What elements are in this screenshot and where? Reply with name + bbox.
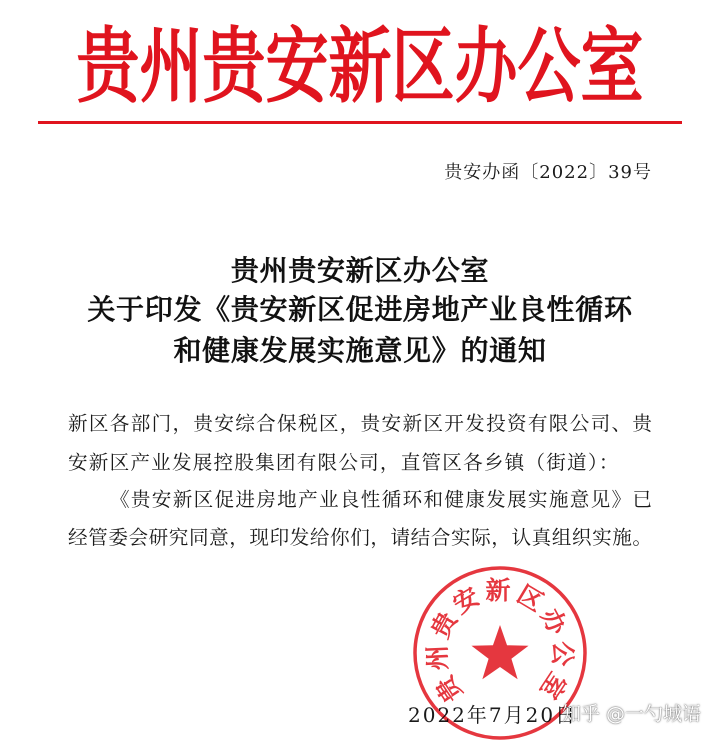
star-icon	[471, 625, 528, 679]
masthead-issuer: 贵州贵安新区办公室	[76, 17, 644, 115]
title-line-2: 关于印发《贵安新区促进房地产业良性循环	[87, 293, 633, 326]
title-line-1: 贵州贵安新区办公室	[230, 254, 490, 287]
watermark: 知乎 @一勺城语	[562, 703, 702, 725]
paragraph-line-1: 《贵安新区促进房地产业良性循环和健康发展实施意见》已	[110, 488, 652, 511]
salutation-line-1: 新区各部门，贵安综合保税区，贵安新区开发投资有限公司、贵	[68, 412, 652, 435]
document-number: 贵安办函〔2022〕39号	[444, 162, 652, 183]
issue-date: 2022年7月20日	[408, 703, 578, 727]
title-line-3: 和健康发展实施意见》的通知	[173, 334, 547, 367]
salutation-line-2: 安新区产业发展控股集团有限公司，直管区各乡镇（街道）：	[68, 451, 620, 474]
paragraph-line-2: 经管委会研究同意，现印发给你们，请结合实际，认真组织实施。	[68, 526, 652, 549]
seal-text-arc: 贵州贵安新区办公室	[422, 575, 578, 708]
masthead-red-rule	[38, 121, 682, 124]
